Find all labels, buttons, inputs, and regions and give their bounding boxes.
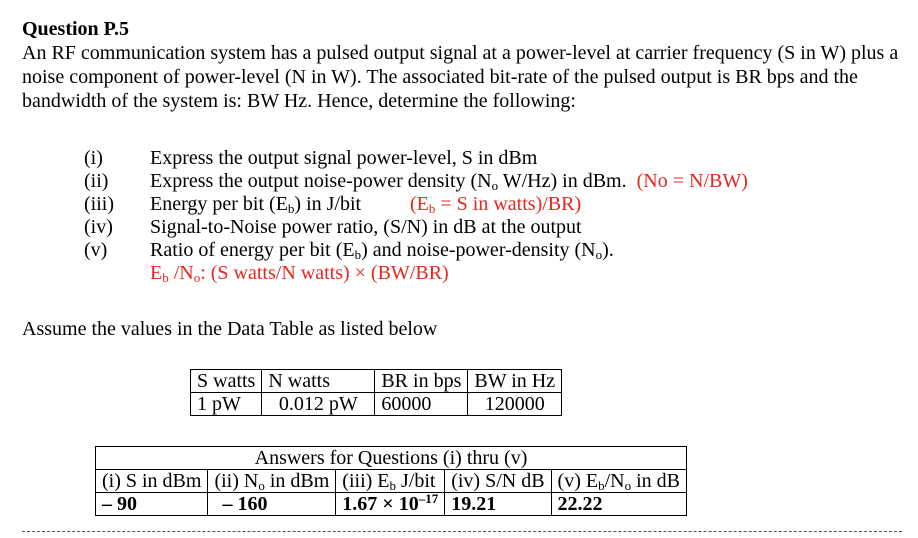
table-cell: 19.21 [445,493,551,516]
formula-part: E [150,262,163,284]
table-row [96,470,687,493]
table-header-cell: N watts [262,370,375,393]
formula-hint [150,262,449,285]
item-text-part: Express the output noise-power density (N [150,170,492,192]
item-text [150,170,748,193]
formula-part: (E [410,193,429,215]
table-cell: 22.22 [551,493,686,516]
table-header-cell: (i) S in dBm [96,470,208,493]
item-text-part: ) in J/bit [294,193,362,215]
table-row [96,493,687,516]
answers-caption: Answers for Questions (i) thru (v) [96,447,687,470]
question-title: Question P.5 [22,18,130,40]
table-header-cell [208,470,336,493]
item-text-part: ) and noise-power-density (N [361,239,596,261]
item-text-part: W/Hz) in dBm. [498,170,627,192]
table-header-cell: (iv) S/N dB [445,470,551,493]
item-text [150,193,361,216]
table-cell: 0.012 pW [262,393,375,416]
data-table [190,369,562,416]
formula-hint [410,193,581,216]
item-text [150,239,614,262]
subscript: b [428,201,436,216]
table-header-cell [551,470,686,493]
subscript: o [258,478,265,493]
table-cell: 60000 [375,393,468,416]
header-part: J/bit [396,470,436,492]
formula-hint: (No = N/BW) [636,170,748,192]
formula-part: = S in watts)/BR) [435,193,582,215]
item-number: (iv) [84,216,113,238]
header-part: in dB [631,470,680,492]
header-part: (iii) E [342,470,390,492]
table-cell: – 90 [96,493,208,516]
dashed-divider [22,531,902,532]
header-part: (v) E [557,470,599,492]
item-text-part: ). [602,239,614,261]
header-part: /N [604,470,625,492]
subscript: b [598,478,605,493]
item-number: (ii) [84,170,109,192]
table-header-cell: BR in bps [375,370,468,393]
table-header-cell: BW in Hz [468,370,562,393]
subscript: o [193,270,201,285]
subscript: o [491,178,499,193]
item-text: Signal-to-Noise power ratio, (S/N) in dB at the output [150,216,582,238]
item-text-part: Energy per bit (E [150,193,288,215]
table-header-cell: S watts [191,370,262,393]
superscript: –17 [418,491,439,506]
table-row [191,370,562,393]
table-cell [336,493,445,516]
subscript: o [595,247,603,262]
subscript: b [389,478,397,493]
header-part: (ii) N [214,470,259,492]
item-text-part: Ratio of energy per bit (E [150,239,355,261]
subscript: b [162,270,169,285]
item-number: (i) [84,147,103,169]
table-cell: – 160 [208,493,336,516]
question-paragraph: An RF communication system has a pulsed output signal at a power-level at carrier frequency (S in W) plus a noise component of power-level (N in W). The associated bit-rate of the pulsed output is BR bps and the bandwidth of the system is: BW Hz. Hence, determine the following: [22,42,899,112]
answers-table [95,446,687,516]
value-part: 1.67 × 10 [342,493,419,515]
table-header-cell [336,470,445,493]
item-number: (v) [84,239,108,261]
table-row [191,393,562,416]
table-cell: 120000 [468,393,562,416]
header-part: in dBm [264,470,330,492]
table-row [96,447,687,470]
subscript: b [354,247,362,262]
formula-part: /N [168,262,194,284]
assume-text: Assume the values in the Data Table as listed below [22,318,438,340]
item-number: (iii) [84,193,114,215]
item-text: Express the output signal power-level, S in dBm [150,147,538,169]
subscript: o [624,478,632,493]
formula-part: : (S watts/N watts) × (BW/BR) [200,262,449,284]
subscript: b [287,201,295,216]
table-cell: 1 pW [191,393,262,416]
